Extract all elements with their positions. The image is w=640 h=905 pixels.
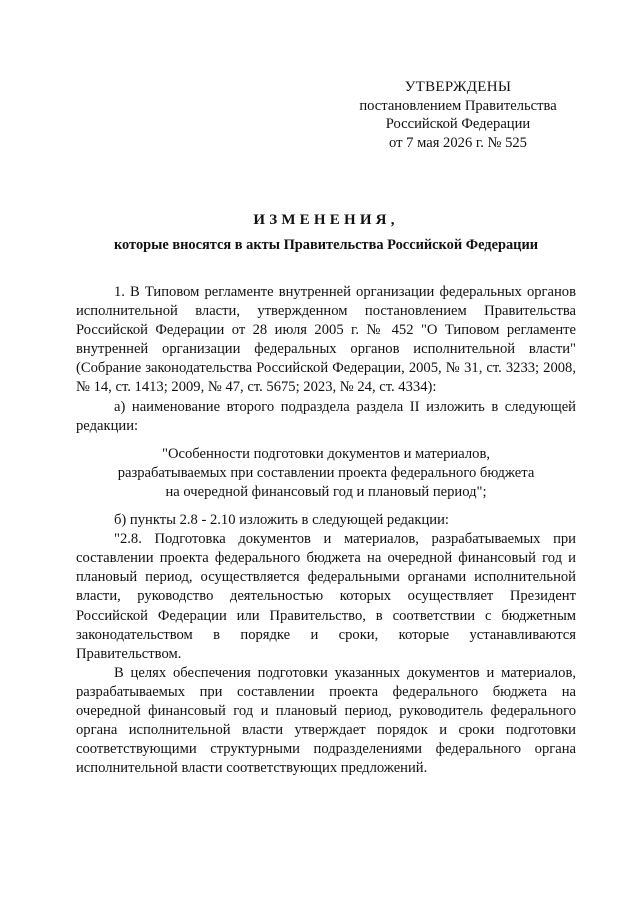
quoted-heading-line-1: "Особенности подготовки документов и материалов, xyxy=(162,445,490,462)
document-title: ИЗМЕНЕНИЯ, xyxy=(253,212,399,228)
quoted-heading-line-3: на очередной финансовый год и плановый период"; xyxy=(165,483,487,500)
approval-line-2: Российской Федерации xyxy=(385,116,531,132)
approval-line-1: постановлением Правительства xyxy=(359,97,557,114)
paragraph-5: В целях обеспечения подготовки указанных документов и материалов, разрабатываемых при составлении проекта федерального бюджета на очередной финансовый год и плановый период, руководитель федерального органа исполнительной власти утверждает порядок и сроки подготовки соответствующими структурными подразделениями федерального органа исполнительной власти соответствующих предложений. xyxy=(76,664,576,777)
paragraph-2: а) наименование второго подраздела раздела II изложить в следующей редакции: xyxy=(76,398,576,434)
approval-heading: УТВЕРЖДЕНЫ xyxy=(404,79,512,95)
approval-line-3: от 7 мая 2026 г. № 525 xyxy=(389,134,527,151)
document-body xyxy=(76,283,576,778)
document-subtitle: которые вносятся в акты Правительства Российской Федерации xyxy=(113,237,539,253)
quoted-heading-line-2: разрабатываемых при составлении проекта федерального бюджета xyxy=(117,464,535,481)
approval-block xyxy=(340,78,576,152)
quoted-heading xyxy=(76,445,576,502)
paragraph-1: 1. В Типовом регламенте внутренней организации федеральных органов исполнительной власти, утвержденном постановлением Правительства Российской Федерации от 28 июля 2005 г. № 452 "О Типовом регламенте внутренней организации федеральных органов исполнительной власти" (Собрание законодательства Российской Федерации, 2005, № 31, ст. 3233; 2008, № 14, ст. 1413; 2009, № 47, ст. 5675; 2023, № 24, ст. 4334): xyxy=(76,284,576,396)
paragraph-4: "2.8. Подготовка документов и материалов, разрабатываемых при составлении проекта федерального бюджета на очередной финансовый год и плановый период, осуществляется федеральными органами исполнительной власти, руководство деятельностью которых осуществляет Президент Российской Федерации или Правительство, в соответствии с бюджетным законодательством в порядке и сроки, которые устанавливаются Правительством. xyxy=(76,531,576,662)
paragraph-3: б) пункты 2.8 - 2.10 изложить в следующей редакции: xyxy=(114,512,449,529)
